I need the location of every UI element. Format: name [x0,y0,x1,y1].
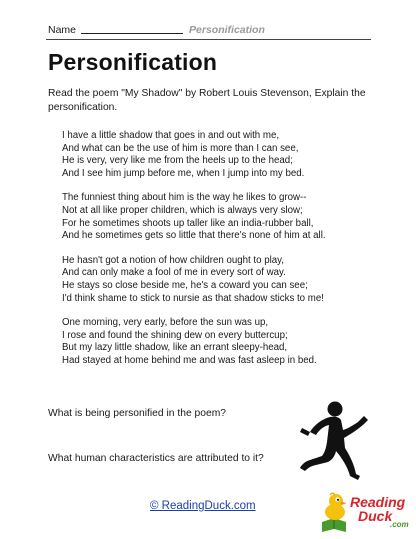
question-1: What is being personified in the poem? [48,408,227,419]
page-title: Personification [48,49,218,75]
header-divider [46,39,371,40]
poem-line: One morning, very early, before the sun was up, [62,317,269,329]
poem-line: Not at all like proper children, which is always very slow; [62,204,303,216]
poem-line: I'd think shame to stick to nursie as that shadow sticks to me! [62,292,324,304]
poem-stanza-1 [62,130,382,180]
poem-line: I rose and found the shining dew on every buttercup; [62,329,288,341]
poem-line: The funniest thing about him is the way he likes to grow-- [62,192,307,204]
jumping-shadow-icon [292,398,372,488]
question-2: What human characteristics are attributed to it? [48,453,264,464]
poem-stanza-4 [62,317,382,367]
poem-line: He stays so close beside me, he's a coward you can see; [62,279,308,291]
poem-stanza-3 [62,255,382,305]
instructions: Read the poem "My Shadow" by Robert Louis Stevenson, Explain the personification. [48,88,366,113]
copyright-link[interactable]: © ReadingDuck.com [150,500,256,512]
name-label: Name [48,24,77,36]
poem-line: For he sometimes shoots up taller like an india-rubber ball, [62,217,314,229]
poem-line: And he sometimes gets so little that there's none of him at all. [62,230,326,242]
logo-text-duck: Duck [358,508,393,524]
reading-duck-logo [320,492,412,534]
poem-line: He is very, very like me from the heels up to the head; [62,155,293,167]
name-line [48,24,265,36]
poem-stanza-2 [62,192,382,242]
poem-line: I have a little shadow that goes in and out with me, [62,130,280,141]
name-blank-field[interactable] [81,33,183,34]
poem [62,130,382,380]
logo-text-reading: Reading [350,494,406,510]
poem-line: And I see him jump before me, when I jump into my bed. [62,167,305,179]
poem-line: He hasn't got a notion of how children ought to play, [62,254,284,266]
poem-line: Had stayed at home behind me and was fast asleep in bed. [62,354,317,366]
logo-text-com: .com [390,520,409,529]
poem-line: And can only make a fool of me in every sort of way. [62,267,286,279]
poem-line: And what can be the use of him is more than I can see, [62,142,299,154]
poem-line: But my lazy little shadow, like an errant sleepy-head, [62,342,288,354]
header-topic: Personification [189,24,265,36]
